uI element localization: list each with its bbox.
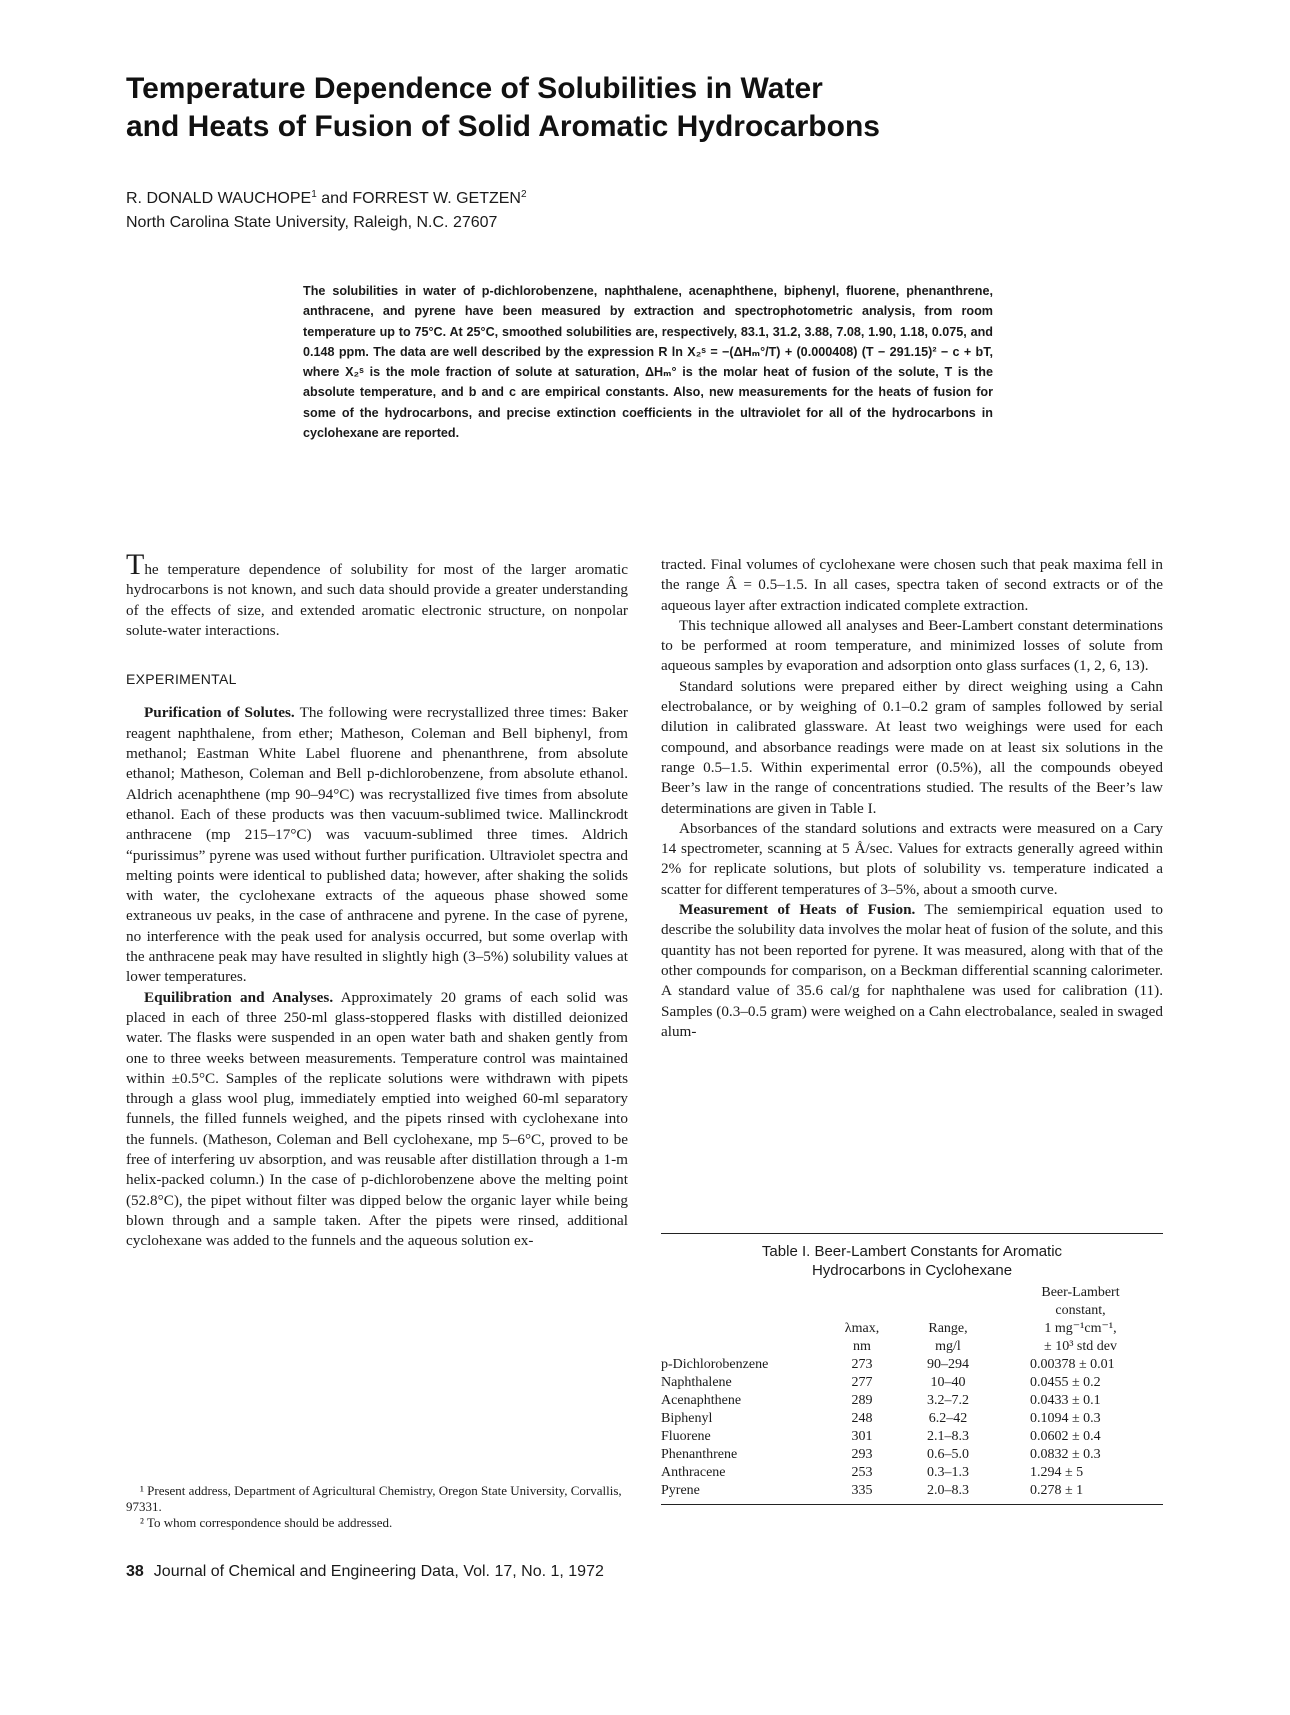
cell-range: 6.2–42 [928,1411,968,1426]
table-row [661,1410,1163,1428]
intro-text: he temperature dependence of solubility for most of the larger aromatic hydrocarbons is not known, and such data should provide a greater understanding of the effects of size, and extended aromatic electronic structure, on nonpolar solute-water interactions. [126,561,628,639]
cell-constant: 1.294 ± 5 [1030,1465,1084,1480]
author-1: R. DONALD WAUCHOPE [126,190,312,207]
cell-range: 0.6–5.0 [927,1447,969,1462]
cell-lambda: 301 [851,1429,873,1444]
heats-paragraph [661,900,1163,1042]
cell-range: 2.0–8.3 [927,1483,969,1498]
purification-heading: Purification of Solutes. [144,704,295,722]
footnotes [126,1483,628,1531]
cell-compound: Pyrene [661,1483,700,1498]
cell-compound: Biphenyl [661,1411,713,1426]
cell-constant: 0.0433 ± 0.1 [1030,1393,1101,1408]
footnote-1: ¹ Present address, Department of Agricultural Chemistry, Oregon State University, Corvallis, 97331. [126,1483,622,1514]
page-footer [126,1563,604,1581]
header-lambda-label: λmax, [844,1321,880,1336]
table-caption-line-2: Hydrocarbons in Cyclohexane [811,1262,1013,1279]
section-heading-experimental: EXPERIMENTAL [126,671,237,688]
author-line [126,183,527,211]
page-number: 38 [126,1563,144,1580]
table-caption [661,1234,1163,1284]
table-caption-line-1: Table I. Beer-Lambert Constants for Aromatic [761,1243,1063,1260]
table-row [661,1356,1163,1374]
cell-range: 90–294 [927,1357,969,1372]
author-2: FORREST W. GETZEN [352,190,521,207]
table-row [661,1428,1163,1446]
cell-range: 2.1–8.3 [927,1429,969,1444]
cell-lambda: 335 [851,1483,873,1498]
header-constant-line-2: constant, [1055,1303,1106,1318]
cell-constant: 0.0602 ± 0.4 [1030,1429,1101,1444]
cell-compound: p-Dichlorobenzene [661,1357,769,1372]
header-constant [998,1284,1163,1356]
footnote-2: ² To whom correspondence should be addressed. [140,1515,393,1530]
paragraph-extraction: tracted. Final volumes of cyclohexane were chosen such that peak maxima fell in the range Â = 0.5–1.5. In all cases, spectra taken of second extracts or of the aqueous layer after extraction indicated complete extraction. [661,556,1163,614]
title-line-2: and Heats of Fusion of Solid Aromatic Hydrocarbons [126,110,880,143]
cell-compound: Anthracene [661,1465,726,1480]
header-constant-line-1: Beer-Lambert [1041,1285,1120,1300]
header-lambda-unit: nm [853,1339,871,1354]
paragraph-standard-solutions: Standard solutions were prepared either by direct weighing using a Cahn electrobalance, or by weighing of 0.1–0.2 gram of samples followed by serial dilution in calibrated glassware. At least two weighings were used for each compound, and absorbance readings were made on at least six solutions in the range 0.5–1.5. Within experimental error (0.5%), all the compounds obeyed Beer’s law in the range of concentrations studied. The results of the Beer’s law determinations are given in Table I. [661,677,1163,817]
header-range-unit: mg/l [935,1339,961,1354]
cell-lambda: 273 [851,1357,873,1372]
equilibration-text: Approximately 20 grams of each solid was placed in each of three 250-ml glass-stoppered flasks with distilled deionized water. The flasks were suspended in an open water bath and shaken gently from one to three weeks between measurements. Temperature control was maintained within ±0.5°C. Samples of the replicate solutions were withdrawn with pipets through a glass wool plug, immediately emptied into weighed 60-ml separatory funnels, the filled funnels weighed, and the pipets rinsed with cyclohexane into the funnels. (Matheson, Coleman and Bell cyclohexane, mp 5–6°C, proved to be free of interfering uv absorption, and was reusable after distillation through a 1-m helix-packed column.) In the case of p-dichlorobenzene above the melting point (52.8°C), the pipet without filter was dipped below the organic layer while being blown through and a sample taken. After the pipets were rinsed, additional cyclohexane was added to the funnels and the aqueous solution ex- [126,988,628,1250]
cell-constant: 0.00378 ± 0.01 [1030,1357,1115,1372]
cell-constant: 0.278 ± 1 [1030,1483,1084,1498]
heats-heading: Measurement of Heats of Fusion. [679,901,916,919]
cell-lambda: 289 [851,1393,873,1408]
cell-range: 0.3–1.3 [927,1465,969,1480]
cell-range: 3.2–7.2 [927,1393,969,1408]
header-lambda [826,1284,898,1356]
table-row [661,1374,1163,1392]
article-title [126,70,1186,146]
cell-compound: Fluorene [661,1429,711,1444]
purification-paragraph [126,703,628,987]
left-column [126,548,628,1252]
heats-text: The semiempirical equation used to describe the solubility data involves the molar heat of fusion of the solute, and this quantity has not been reported for pyrene. It was measured, along with that of the other compounds for comparison, on a Beckman differential scanning calorimeter. A standard value of 35.6 cal/g for naphthalene was used for calibration (11). Samples (0.3–0.5 gram) were weighed on a Cahn electrobalance, sealed in swaged alum- [661,901,1163,1040]
abstract: The solubilities in water of p-dichlorobenzene, naphthalene, acenaphthene, biphenyl, fluorene, phenanthrene, anthracene, and pyrene have been measured by extraction and spectrophotometric analysis, from room temperature up to 75°C. At 25°C, smoothed solubilities are, respectively, 83.1, 31.2, 3.88, 7.08, 1.90, 1.18, 0.075, and 0.148 ppm. The data are well described by the expression R ln X₂ˢ = −(ΔHₘ°/T) + (0.000408) (T − 291.15)² − c + bT, where X₂ˢ is the mole fraction of solute at saturation, ΔHₘ° is the molar heat of fusion of the solute, T is the absolute temperature, and b and c are empirical constants. Also, new measurements for the heats of fusion for some of the hydrocarbons, and precise extinction coefficients in the ultraviolet for all of the hydrocarbons in cyclohexane are reported. [303,284,993,441]
right-column [661,555,1163,1042]
table-body [661,1356,1163,1500]
paragraph-absorbances: Absorbances of the standard solutions and extracts were measured on a Cary 14 spectrometer, scanning at 5 Å/sec. Values for extracts generally agreed within 2% for replicate solutions, but plots of solubility vs. temperature indicated a scatter for different temperatures of 3–5%, about a smooth curve. [661,819,1163,898]
footnote-mark-2: 2 [520,189,527,200]
table-1 [661,1233,1163,1505]
author-and: and [321,190,348,207]
table-row [661,1464,1163,1482]
table-bottom-rule [661,1504,1163,1505]
title-line-1: Temperature Dependence of Solubilities in Water [126,72,823,105]
header-range [898,1284,998,1356]
cell-lambda: 293 [851,1447,873,1462]
cell-constant: 0.1094 ± 0.3 [1030,1411,1101,1426]
cell-compound: Acenaphthene [661,1393,742,1408]
header-compound [661,1284,826,1356]
table-row [661,1446,1163,1464]
intro-paragraph [126,548,628,641]
journal-citation: Journal of Chemical and Engineering Data, Vol. 17, No. 1, 1972 [153,1563,604,1580]
table-row [661,1482,1163,1500]
cell-lambda: 253 [851,1465,873,1480]
cell-range: 10–40 [930,1375,966,1390]
header-constant-line-4: ± 10³ std dev [1044,1339,1117,1354]
cell-compound: Phenanthrene [661,1447,738,1462]
equilibration-heading: Equilibration and Analyses. [144,988,334,1006]
cell-constant: 0.0455 ± 0.2 [1030,1375,1101,1390]
header-constant-line-3: 1 mg⁻¹cm⁻¹, [1044,1321,1117,1336]
table-header-row [661,1284,1163,1356]
cell-lambda: 248 [851,1411,873,1426]
cell-lambda: 277 [851,1375,873,1390]
beer-lambert-table [661,1284,1163,1500]
author-block [126,183,527,235]
paragraph-technique: This technique allowed all analyses and Beer-Lambert constant determinations to be performed at room temperature, and minimized losses of solute from aqueous samples by evaporation and adsorption onto glass surfaces (1, 2, 6, 13). [661,616,1163,675]
table-row [661,1392,1163,1410]
cell-compound: Naphthalene [661,1375,732,1390]
header-range-label: Range, [928,1321,968,1336]
cell-constant: 0.0832 ± 0.3 [1030,1447,1101,1462]
purification-text: The following were recrystallized three times: Baker reagent naphthalene, from ether; Matheson, Coleman and Bell biphenyl, from methanol; Eastman White Label fluorene and phenanthrene, from absolute ethanol; Matheson, Coleman and Bell p-dichlorobenzene, from absolute ethanol. Aldrich acenaphthene (mp 90–94°C) was recrystallized five times from absolute ethanol. Each of these products was then vacuum-sublimed twice. Mallinckrodt anthracene (mp 215–17°C) was vacuum-sublimed three times. Aldrich “purissimus” pyrene was used without further purification. Ultraviolet spectra and melting points were identical to published data; however, after shaking the solids with water, the cyclohexane extracts of the aqueous phase showed some extraneous uv peaks, in the case of anthracene and pyrene. In the case of pyrene, no interference with the peak used for analysis occurred, but some overlap with the anthracene peak may have resulted in slightly high (3–5%) solubility values at lower temperatures. [126,704,628,986]
footnote-mark-1: 1 [311,189,317,200]
affiliation: North Carolina State University, Raleigh, N.C. 27607 [126,214,498,231]
drop-cap: T [126,548,145,581]
equilibration-paragraph [126,988,628,1252]
